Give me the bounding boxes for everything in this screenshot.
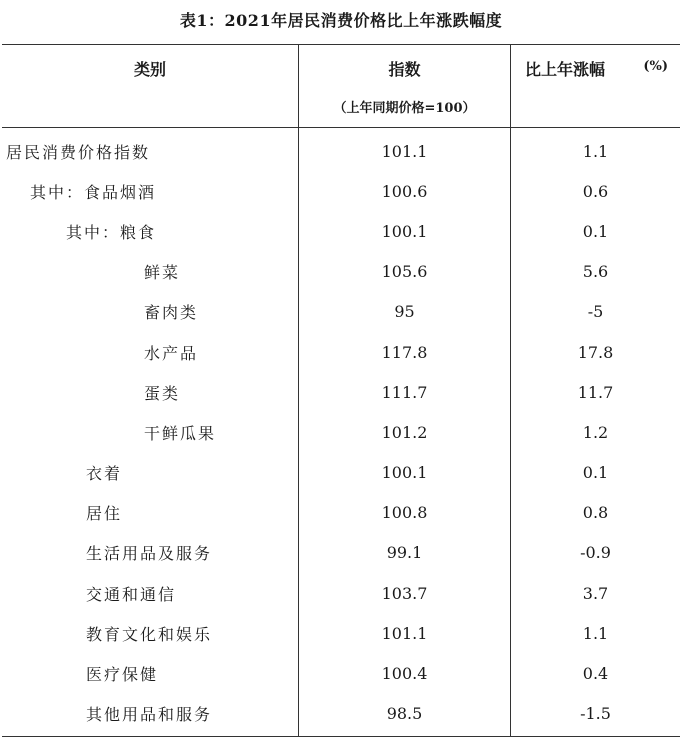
header-index: 指数 [388,60,421,79]
row-index: 95 [298,292,510,332]
row-index: 100.1 [298,211,510,251]
row-change: 3.7 [510,573,680,613]
row-index: 98.5 [298,694,510,736]
row-change: 0.1 [510,211,680,251]
row-change: 1.1 [510,613,680,653]
row-change: -1.5 [510,694,680,736]
table-header [2,45,680,128]
table-row [2,533,680,573]
table-row [2,493,680,533]
table-body [2,128,680,736]
row-index: 105.6 [298,252,510,292]
row-label: 医疗保健 [86,665,159,685]
row-index: 101.1 [298,613,510,653]
row-label: 衣着 [86,464,123,484]
row-change: 5.6 [510,252,680,292]
table-row [2,653,680,693]
row-label: 其中：食品烟酒 [30,182,157,202]
row-label: 水产品 [144,343,199,363]
row-label: 其中：粮食 [66,222,157,242]
row-label: 居住 [86,504,123,524]
table-row [2,613,680,653]
row-index: 117.8 [298,332,510,372]
row-index: 101.2 [298,412,510,452]
header-unit: (%) [643,59,668,74]
row-index: 103.7 [298,573,510,613]
table-title: 表1：2021年居民消费价格比上年涨跌幅度 [179,11,503,30]
row-label: 其他用品和服务 [86,705,213,725]
row-index: 111.7 [298,372,510,412]
header-index-cell [298,45,510,127]
row-index: 101.1 [298,128,510,171]
table-row [2,211,680,251]
row-label: 居民消费价格指数 [6,142,151,162]
table-row [2,372,680,412]
row-index: 100.4 [298,653,510,693]
row-change: 0.1 [510,453,680,493]
row-change: -5 [510,292,680,332]
table-row [2,694,680,734]
table-row [2,412,680,452]
table-row [2,131,680,171]
row-change: 0.4 [510,653,680,693]
table-row [2,171,680,211]
row-index: 100.1 [298,453,510,493]
header-index-note: （上年同期价格=100） [333,101,476,116]
row-index: 100.8 [298,493,510,533]
header-category: 类别 [133,60,166,79]
row-index: 99.1 [298,533,510,573]
price-index-table [2,44,680,737]
row-change: 17.8 [510,332,680,372]
table-row [2,292,680,332]
table-row [2,453,680,493]
table-row [2,252,680,292]
row-label: 生活用品及服务 [86,544,213,564]
row-label: 交通和通信 [86,584,177,604]
row-label: 畜肉类 [144,303,199,323]
row-label: 教育文化和娱乐 [86,624,213,644]
row-change: 1.1 [510,128,680,171]
header-category-cell [2,45,298,127]
row-change: 0.6 [510,171,680,211]
table-row [2,573,680,613]
row-label: 干鲜瓜果 [144,423,217,443]
row-change: -0.9 [510,533,680,573]
row-change: 0.8 [510,493,680,533]
header-change: 比上年涨幅 [525,60,606,79]
row-index: 100.6 [298,171,510,211]
row-change: 1.2 [510,412,680,452]
table-row [2,332,680,372]
row-change: 11.7 [510,372,680,412]
row-label: 鲜菜 [144,263,181,283]
row-label: 蛋类 [144,383,181,403]
header-change-cell [510,45,680,127]
